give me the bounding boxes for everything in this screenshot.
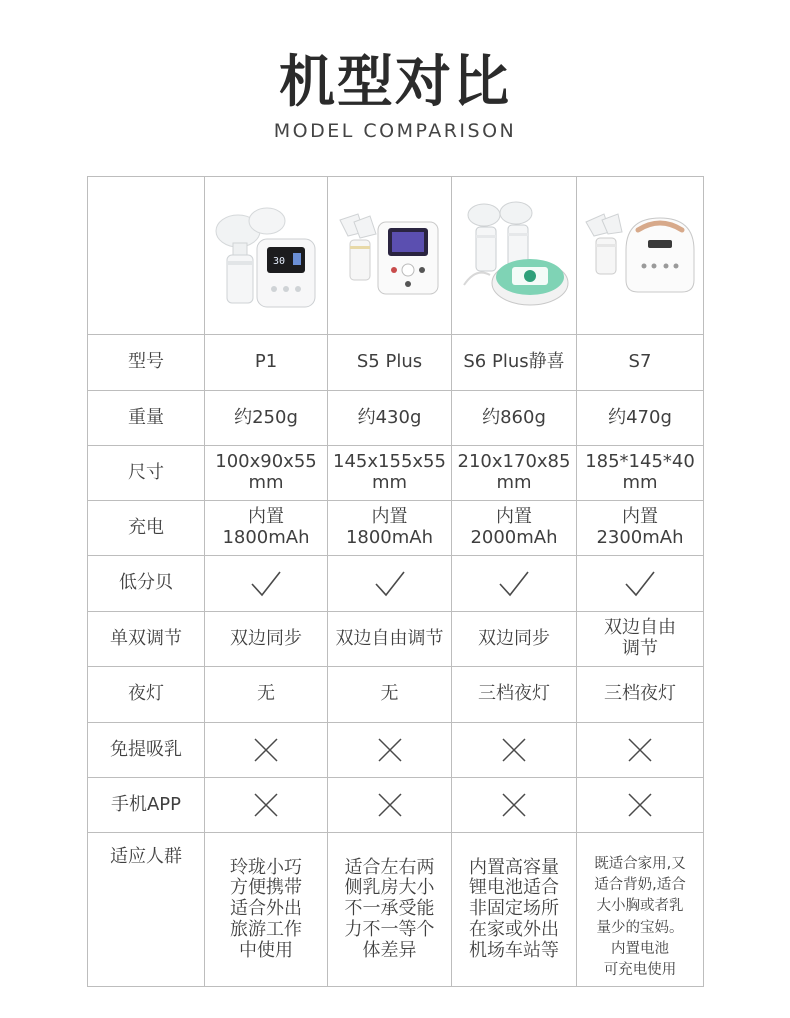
row-label: 尺寸 — [88, 446, 205, 501]
size-cell — [452, 446, 577, 501]
charging-type: 内置 — [496, 506, 532, 528]
cross-icon — [253, 737, 279, 763]
low-noise-cell — [577, 556, 704, 612]
row-label: 型号 — [88, 335, 205, 391]
cross-icon — [377, 737, 403, 763]
low-noise-cell — [205, 556, 328, 612]
breast-pump-s7-image — [582, 210, 698, 302]
product-image-p1 — [205, 177, 328, 335]
charging-cell — [577, 501, 704, 556]
desc-line: 体差异 — [362, 939, 417, 961]
page-title: 机型对比 — [279, 50, 511, 115]
night-light-cell: 三档夜灯 — [452, 667, 577, 723]
cross-icon — [627, 792, 653, 818]
low-noise-cell — [328, 556, 452, 612]
hands-free-cell — [205, 723, 328, 778]
weight-cell: 约250g — [205, 391, 328, 446]
charging-type: 内置 — [622, 506, 658, 528]
row-weight — [88, 391, 704, 446]
breast-pump-s6-plus-image — [456, 197, 572, 315]
desc-line: 方便携带 — [230, 877, 302, 899]
size-cell — [577, 446, 704, 501]
size-unit: mm — [622, 472, 658, 493]
row-label: 低分贝 — [88, 556, 205, 612]
comparison-table — [87, 176, 704, 987]
app-cell — [577, 778, 704, 833]
checkmark-icon — [498, 570, 530, 598]
product-image-s7 — [577, 177, 704, 335]
model-cell: P1 — [205, 335, 328, 391]
adjust-cell: 双边同步 — [205, 612, 328, 667]
row-label: 重量 — [88, 391, 205, 446]
product-image-s6-plus — [452, 177, 577, 335]
battery-capacity: 2300mAh — [596, 527, 684, 548]
charging-cell — [452, 501, 577, 556]
desc-line: 大小胸或者乳 — [596, 898, 684, 915]
page-subtitle: MODEL COMPARISON — [273, 120, 517, 142]
desc-line: 侧乳房大小 — [344, 877, 435, 899]
night-light-cell: 无 — [328, 667, 452, 723]
size-value: 100x90x55 — [215, 451, 317, 473]
row-label: 夜灯 — [88, 667, 205, 723]
app-cell — [328, 778, 452, 833]
size-value: 185*145*40 — [585, 451, 695, 473]
hands-free-cell — [452, 723, 577, 778]
desc-line: 玲珑小巧 — [230, 856, 302, 878]
desc-line: 锂电池适合 — [469, 877, 559, 899]
row-target-users — [88, 833, 704, 987]
app-cell — [205, 778, 328, 833]
product-image-s5-plus — [328, 177, 452, 335]
checkmark-icon — [250, 570, 282, 598]
target-users-cell — [452, 833, 577, 987]
weight-cell: 约430g — [328, 391, 452, 446]
cross-icon — [501, 792, 527, 818]
row-night-light — [88, 667, 704, 723]
hands-free-cell — [328, 723, 452, 778]
desc-line: 中使用 — [239, 939, 293, 961]
charging-cell — [205, 501, 328, 556]
weight-cell: 约470g — [577, 391, 704, 446]
row-label: 手机APP — [88, 778, 205, 833]
battery-capacity: 2000mAh — [470, 527, 558, 548]
corner-cell — [88, 177, 205, 335]
charging-type: 内置 — [371, 506, 408, 528]
desc-line: 在家或外出 — [469, 918, 559, 940]
model-cell: S5 Plus — [328, 335, 452, 391]
size-value: 145x155x55 — [333, 451, 446, 473]
night-light-cell: 三档夜灯 — [577, 667, 704, 723]
adjust-cell — [577, 612, 704, 667]
desc-line: 既适合家用,又 — [594, 856, 686, 873]
row-phone-app — [88, 778, 704, 833]
desc-line: 力不一等个 — [344, 918, 435, 940]
row-charging — [88, 501, 704, 556]
cross-icon — [377, 792, 403, 818]
desc-line: 可充电使用 — [603, 961, 677, 978]
breast-pump-s5-plus-image — [334, 206, 446, 306]
row-label: 单双调节 — [88, 612, 205, 667]
row-label: 充电 — [88, 501, 205, 556]
hands-free-cell — [577, 723, 704, 778]
target-users-cell — [328, 833, 452, 987]
product-image-row — [88, 177, 704, 335]
adjust-cell: 双边同步 — [452, 612, 577, 667]
cross-icon — [627, 737, 653, 763]
weight-cell: 约860g — [452, 391, 577, 446]
desc-line: 量少的宝妈。 — [596, 919, 684, 936]
target-users-cell — [205, 833, 328, 987]
size-unit: mm — [496, 472, 532, 493]
adjust-cell: 双边自由调节 — [328, 612, 452, 667]
checkmark-icon — [624, 570, 656, 598]
desc-line: 机场车站等 — [469, 939, 559, 961]
adjust-line: 调节 — [622, 638, 658, 659]
battery-capacity: 1800mAh — [345, 527, 434, 548]
charging-cell — [328, 501, 452, 556]
desc-line: 适合左右两 — [344, 856, 435, 878]
target-users-cell — [577, 833, 704, 987]
size-cell — [328, 446, 452, 501]
desc-line: 适合外出 — [230, 898, 302, 920]
model-cell: S7 — [577, 335, 704, 391]
desc-line: 非固定场所 — [469, 898, 559, 920]
adjust-line: 双边自由 — [604, 617, 676, 639]
desc-line: 不一承受能 — [344, 898, 435, 920]
row-label: 免提吸乳 — [88, 723, 205, 778]
row-model — [88, 335, 704, 391]
size-unit: mm — [248, 472, 284, 493]
cross-icon — [501, 737, 527, 763]
size-unit: mm — [371, 472, 408, 493]
battery-capacity: 1800mAh — [222, 527, 310, 548]
desc-line: 适合背奶,适合 — [594, 877, 686, 894]
desc-line: 旅游工作 — [230, 918, 302, 940]
size-cell — [205, 446, 328, 501]
row-label: 适应人群 — [88, 833, 205, 987]
svg-text:30: 30 — [273, 255, 286, 267]
night-light-cell: 无 — [205, 667, 328, 723]
row-low-noise — [88, 556, 704, 612]
charging-type: 内置 — [248, 506, 284, 528]
desc-line: 内置电池 — [611, 940, 669, 957]
row-size — [88, 446, 704, 501]
row-hands-free — [88, 723, 704, 778]
breast-pump-p1-image — [211, 197, 321, 315]
desc-line: 内置高容量 — [469, 856, 559, 878]
model-cell: S6 Plus静喜 — [452, 335, 577, 391]
row-single-double-adjust — [88, 612, 704, 667]
low-noise-cell — [452, 556, 577, 612]
checkmark-icon — [374, 570, 406, 598]
cross-icon — [253, 792, 279, 818]
app-cell — [452, 778, 577, 833]
size-value: 210x170x85 — [457, 451, 571, 473]
